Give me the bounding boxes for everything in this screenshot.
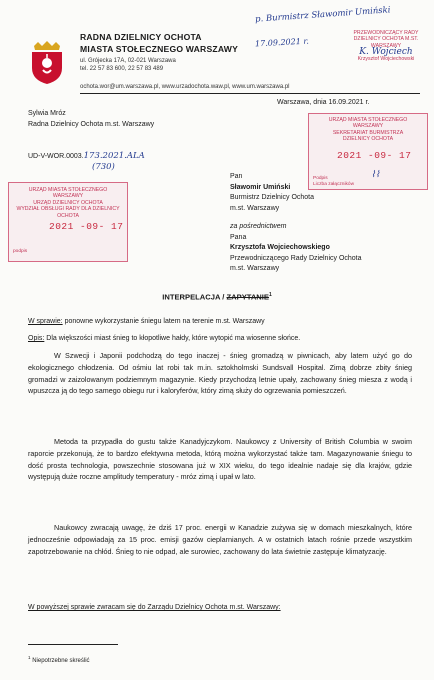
reference-handwritten-2: (730) — [92, 162, 115, 172]
place-date: Warszawa, dnia 16.09.2021 r. — [277, 99, 370, 106]
handwritten-date-note: 17.09.2021 r. — [254, 36, 310, 49]
registry-right-line3: DZIELNICY OCHOTA — [342, 136, 394, 143]
registry-left-line2: URZĄD DZIELNICY OCHOTA — [33, 199, 103, 206]
recipient-pan: Pan — [230, 173, 243, 180]
registry-right-label1: Podpis — [313, 176, 328, 181]
letterhead-title-2: MIASTA STOŁECZNEGO WARSZAWY — [80, 44, 239, 54]
chairman-stamp — [346, 30, 426, 62]
description-line — [28, 334, 300, 343]
footnote-divider — [28, 644, 118, 645]
letterhead-address-block — [80, 58, 176, 73]
document-heading — [0, 292, 434, 302]
footnote-text: Niepotrzebne skreślić — [32, 658, 90, 664]
paragraph-1: W Szwecji i Japonii podchodzą do tego inaczej - śnieg gromadzą w piwnicach, aby latem użyć go do ekologicznego chłodzenia. Od ośmiu lat robi tak m.in. sztokholmski Sundsvall Hospital. Zimą dobrze zbity śnieg gromadzi w zaizolowanym podziemnym magazynie. Kiedy przychodzą letnie upały, zachowany śnieg miesza z wodą i wpuszcza ją do tego samego obiegu rur i kaloryferów, który zimą służy do ogrzewania pomieszczeń. — [28, 351, 412, 396]
recipient-block — [230, 172, 362, 275]
registry-left-date: 2021 -09- 17 — [49, 221, 124, 232]
reference-code — [28, 152, 145, 161]
heading-footnote-mark: 1 — [268, 292, 272, 298]
warsaw-crest-icon — [28, 40, 66, 84]
heading-main: INTERPELACJA / — [162, 292, 227, 302]
chairman-stamp-line1: PRZEWODNICZĄCY RADY — [353, 30, 419, 36]
reference-code-prefix: UD-V-WOR.0003. — [28, 153, 84, 160]
recipient-via-role-1: Przewodniczącego Rady Dzielnicy Ochota — [230, 254, 362, 262]
description-text: Dla większości miast śnieg to kłopotliwe hałdy, które wytopić ma wiosenne słońce. — [44, 335, 301, 342]
letterhead-divider — [80, 93, 420, 94]
recipient-via: za pośrednictwem — [230, 223, 287, 230]
recipient-via-name: Krzysztofa Wojciechowskiego — [230, 244, 330, 251]
closing-line: W powyższej sprawie zwracam się do Zarządu Dzielnicy Ochota m.st. Warszawy: — [28, 604, 281, 611]
letterhead-phone: tel. 22 57 83 600, 22 57 83 489 — [80, 65, 164, 72]
registry-stamp-left — [8, 182, 128, 262]
sender-role: Radna Dzielnicy Ochota m.st. Warszawy — [28, 121, 155, 128]
matter-text: ponowne wykorzystanie śniegu latem na terenie m.st. Warszawy — [62, 318, 265, 325]
heading-struck: ZAPYTANIE — [226, 292, 269, 302]
matter-line — [28, 317, 265, 326]
registry-left-line3: WYDZIAŁ OBSŁUGI RADY DLA DZIELNICY OCHOTA — [16, 206, 120, 219]
footnote — [28, 654, 90, 666]
registry-left-foot: podpis — [13, 249, 28, 254]
registry-right-date: 2021 -09- 17 — [337, 150, 412, 161]
reference-handwritten: 173.2021.ALA — [83, 151, 145, 161]
registry-right-line1: URZĄD MIASTA STOŁECZNEGO WARSZAWY — [328, 117, 408, 130]
recipient-pana: Pana — [230, 233, 247, 241]
letterhead-address: ul. Grójecka 17A, 02-021 Warszawa — [80, 58, 176, 64]
registry-right-line2: SEKRETARIAT BURMISTRZA — [332, 129, 404, 136]
description-label: Opis: — [28, 335, 45, 342]
recipient-role-2: m.st. Warszawy — [230, 204, 280, 212]
chairman-signature: K. Wojciech — [359, 47, 413, 58]
paragraph-3: Naukowcy zwracają uwagę, że dziś 17 proc. energii w Kanadzie zużywa się w domach mieszkalnych, które jednocześnie odpowiadają za 15 proc. emisji gazów cieplarnianych. A w ostatnich latach rośnie przede wszystkim zapotrzebowanie na chłód. Śnieg to nie odpad, ale surowiec, zachowany do lata świetnie zastępuje klimatyzację. — [28, 523, 412, 556]
footnote-number: 1 — [28, 655, 31, 660]
recipient-via-role-2: m.st. Warszawy — [230, 265, 280, 272]
handwritten-addressee-note: p. Burmistrz Sławomir Umiński — [254, 5, 391, 25]
recipient-role-1: Burmistrz Dzielnicy Ochota — [230, 194, 315, 201]
matter-label: W sprawie: — [28, 318, 63, 325]
chairman-stamp-line2: DZIELNICY OCHOTA M.ST. WARSZAWY — [353, 36, 419, 49]
registry-right-label2: Liczba załączników — [313, 181, 355, 187]
letterhead-title-1: RADNA DZIELNICY OCHOTA — [80, 32, 202, 42]
recipient-name: Sławomir Umiński — [230, 183, 291, 191]
letterhead-contact: ochota.wor@um.warszawa.pl, www.urzadochota.waw.pl, www.um.warszawa.pl — [80, 84, 290, 90]
registry-right-signature-icon: ⌇⌇ — [371, 170, 380, 180]
paragraph-2: Metoda ta przypadła do gustu także Kanadyjczykom. Naukowcy z University of British Columbia w swoim raporcie przekonują, że to bardzo efektywna metoda, którą można wykorzystać także tam. Magazynowanie śniegu to dość prosta technologia, powszechnie stosowana już w XIX wieku, do tego idealnie nadaje się dla krajów, gdzie występują duże roczne amplitudy temperatury - mróz zimą i upał w lato. — [28, 437, 412, 482]
registry-left-line1: URZĄD MIASTA STOŁECZNEGO WARSZAWY — [28, 187, 108, 200]
chairman-stamp-name: Krzysztof Wojciechowski — [357, 55, 415, 62]
sender-name: Sylwia Mróz — [28, 110, 66, 117]
